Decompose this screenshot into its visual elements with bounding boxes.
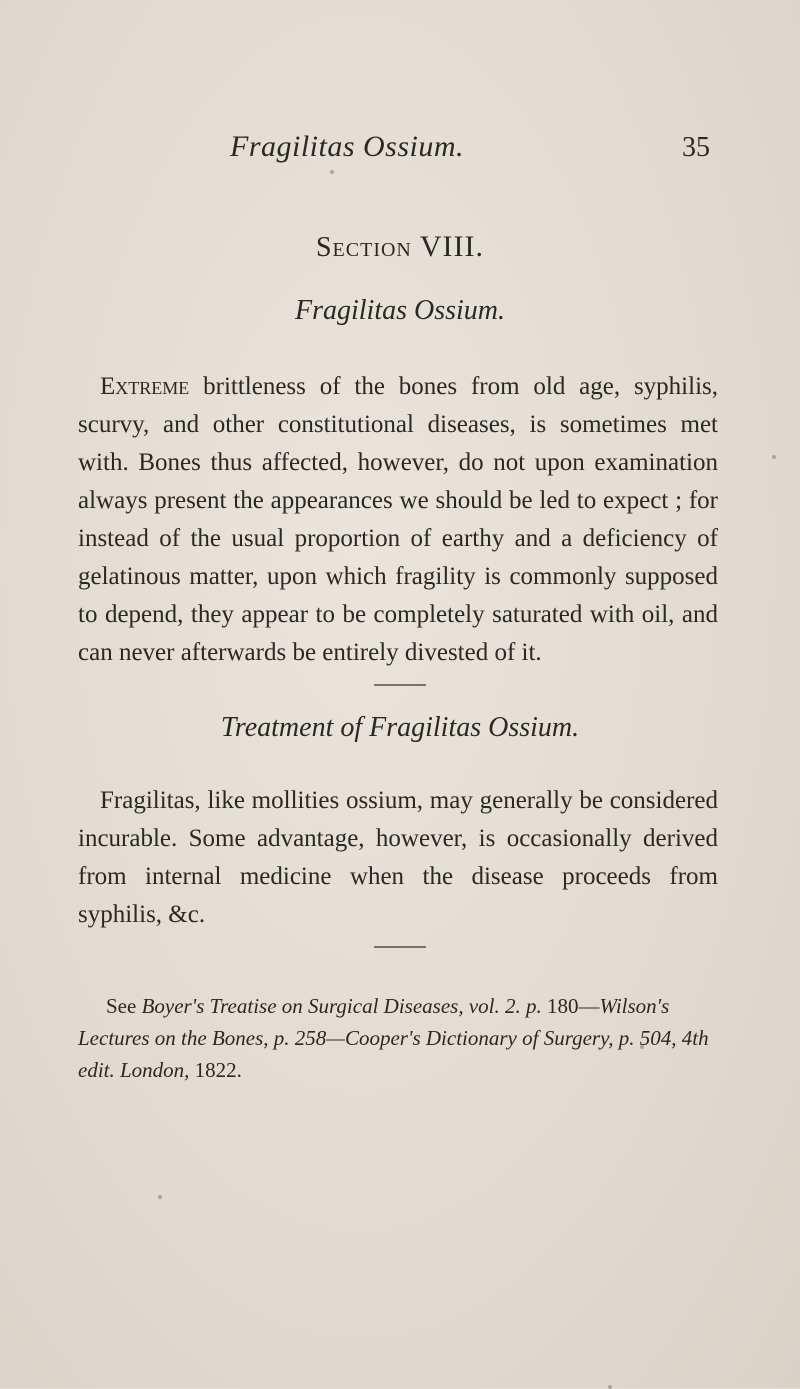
paper-speck [158,1195,162,1199]
paper-speck [330,170,334,174]
section-number: VIII. [419,230,484,263]
footnote-edition: 4th edit. London, [78,1026,709,1082]
paper-speck [608,1385,612,1389]
footnote-ref-boyer-page: 180— [546,994,600,1018]
paragraph-fragility [78,368,718,672]
divider-rule [374,946,426,948]
footnote-ref-boyer: Boyer's Treatise on Surgical Diseases, vol. 2. p. [141,994,542,1018]
treatment-heading: Treatment of Fragilitas Ossium. [220,712,580,743]
section-title: Fragilitas Ossium. [294,295,506,326]
footnote [78,990,730,1086]
running-head-title: Fragilitas Ossium. [230,130,465,163]
footnote-ref-wilson: Wilson's Lectures on the Bones, [78,994,670,1050]
paragraph-treatment: Fragilitas, like mollities ossium, may generally be considered incurable. Some advantage, however, is occasionally derived from internal medicine when the disease proceeds from syphilis, &c. [78,787,718,928]
running-head [110,130,710,170]
paragraph-text: brittleness of the bones from old age, syphilis, scurvy, and other constitutional diseases, is sometimes met with. Bones thus affected, however, do not upon examination always present the appearances we should be led to expect ; for instead of the usual proportion of earthy and a deficiency of gelatinous matter, upon which fragility is commonly supposed to depend, they appear to be completely saturated with oil, and can never afterwards be entirely divested of it. [78,373,718,666]
footnote-ref-cooper: Cooper's Dictionary of Surgery, [344,1026,614,1050]
page-number: 35 [682,132,710,163]
lead-word: Extreme [100,373,190,400]
footnote-year: 1822. [194,1058,242,1082]
footnote-ref-wilson-page: p. 258— [273,1026,345,1050]
footnote-ref-cooper-page: p. 504, [618,1026,677,1050]
section-label: Section [315,232,412,263]
footnote-see: See [106,994,137,1018]
paper-speck [772,455,776,459]
divider-rule [374,684,426,686]
paper-speck [640,1045,644,1049]
section-heading [0,230,800,264]
